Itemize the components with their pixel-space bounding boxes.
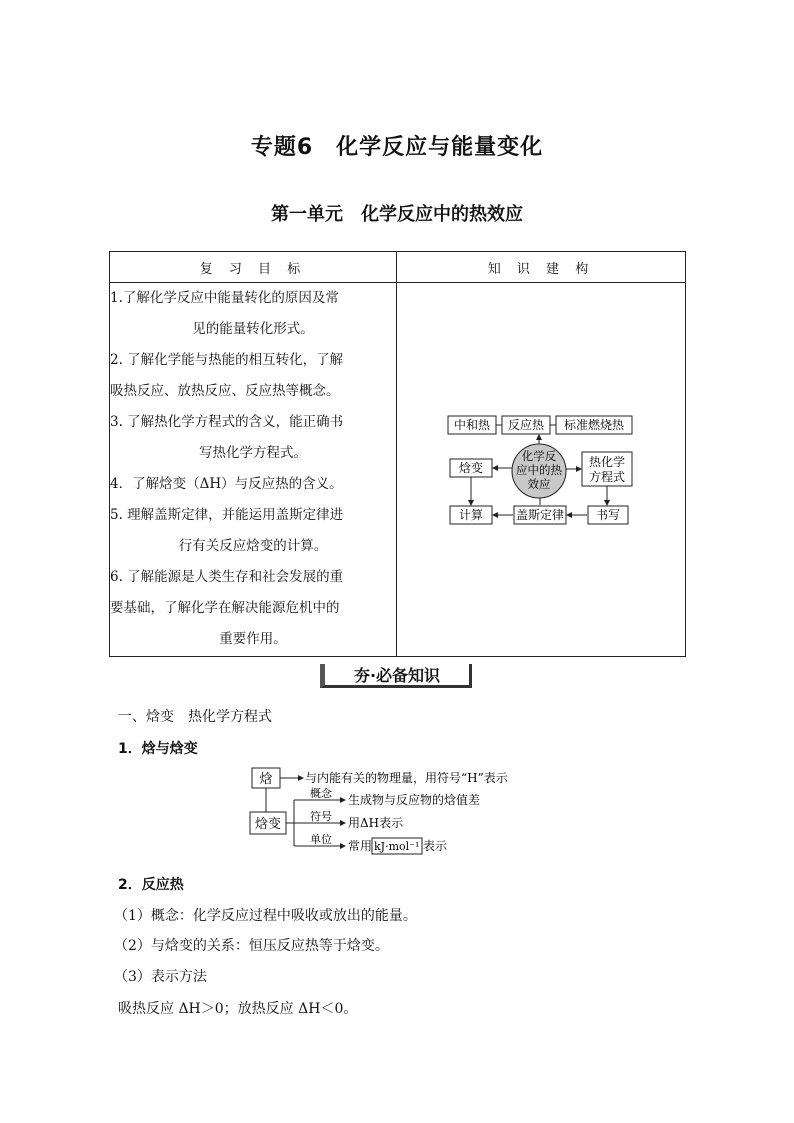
label-standard-combustion-heat: 标准燃烧热 bbox=[563, 417, 625, 432]
label-thermo-2: 方程式 bbox=[588, 469, 626, 484]
concept-value: 生成物与反应物的焓值差 bbox=[348, 793, 481, 807]
label-hess-law: 盖斯定律 bbox=[515, 507, 565, 522]
unit-value-suffix: 表示 bbox=[423, 839, 448, 853]
item-concept: （1）概念：化学反应过程中吸收或放出的能量。 bbox=[114, 908, 417, 924]
header-knowledge-map: 知 识 建 构 bbox=[397, 252, 686, 283]
section-heading: 一、焓变 热化学方程式 bbox=[118, 709, 272, 725]
item-relation: （2）与焓变的关系：恒压反应热等于焓变。 bbox=[114, 938, 389, 954]
concept-map bbox=[446, 414, 636, 526]
objective-1: 1.了解化学反应中能量转化的原因及常 见的能量转化形式。 bbox=[110, 290, 339, 337]
branch-label-unit: 单位 bbox=[310, 833, 332, 846]
label-neutralization-heat: 中和热 bbox=[453, 417, 491, 432]
label-thermo-1: 热化学 bbox=[588, 454, 626, 469]
page-title: 专题6 化学反应与能量变化 bbox=[250, 135, 544, 160]
label-calculation: 计算 bbox=[458, 507, 484, 522]
unit-value-unit: kJ·mol⁻¹ bbox=[374, 840, 420, 853]
objective-2: 2. 了解化学能与热能的相互转化，了解 吸热反应、放热反应、反应热等概念。 bbox=[110, 352, 344, 399]
enthalpy-description: 与内能有关的物理量，用符号“H”表示 bbox=[305, 771, 508, 785]
overview-table bbox=[109, 251, 686, 657]
objectives-cell bbox=[110, 283, 397, 657]
center-label-3: 效应 bbox=[527, 476, 551, 491]
subheading-enthalpy: 1．焓与焓变 bbox=[118, 741, 198, 757]
unit-value-prefix: 常用 bbox=[348, 839, 373, 853]
center-label-2: 应中的热 bbox=[516, 462, 562, 477]
header-objectives: 复 习 目 标 bbox=[110, 252, 397, 283]
knowledge-map-cell bbox=[397, 283, 686, 657]
sign-convention: 吸热反应 ΔH＞0；放热反应 ΔH＜0。 bbox=[118, 1001, 358, 1017]
center-label-1: 化学反 bbox=[521, 448, 557, 463]
objective-5: 5. 理解盖斯定律，并能运用盖斯定律进 行有关反应焓变的计算。 bbox=[110, 507, 344, 554]
symbol-value: 用ΔH表示 bbox=[348, 816, 404, 830]
objective-3: 3. 了解热化学方程式的含义，能正确书 写热化学方程式。 bbox=[110, 414, 344, 461]
label-writing: 书写 bbox=[595, 507, 621, 522]
objective-4: 4．了解焓变（ΔH）与反应热的含义。 bbox=[110, 476, 343, 492]
branch-label-symbol: 符号 bbox=[310, 810, 332, 823]
unit-title: 第一单元 化学反应中的热效应 bbox=[271, 204, 523, 225]
subheading-reaction-heat: 2．反应热 bbox=[118, 877, 184, 893]
item-representation: （3）表示方法 bbox=[114, 969, 207, 985]
label-reaction-heat: 反应热 bbox=[507, 417, 545, 432]
section-banner: 夯·必备知识 bbox=[320, 664, 472, 688]
branch-label-concept: 概念 bbox=[310, 787, 332, 800]
objective-6: 6. 了解能源是人类生存和社会发展的重 要基础，了解化学在解决能源危机中的 重要作用。 bbox=[110, 569, 344, 647]
enthalpy-box-label: 焓 bbox=[259, 772, 273, 787]
label-enthalpy-change: 焓变 bbox=[458, 460, 484, 475]
enthalpy-diagram bbox=[248, 766, 558, 858]
enthalpy-change-box-label: 焓变 bbox=[254, 817, 282, 832]
